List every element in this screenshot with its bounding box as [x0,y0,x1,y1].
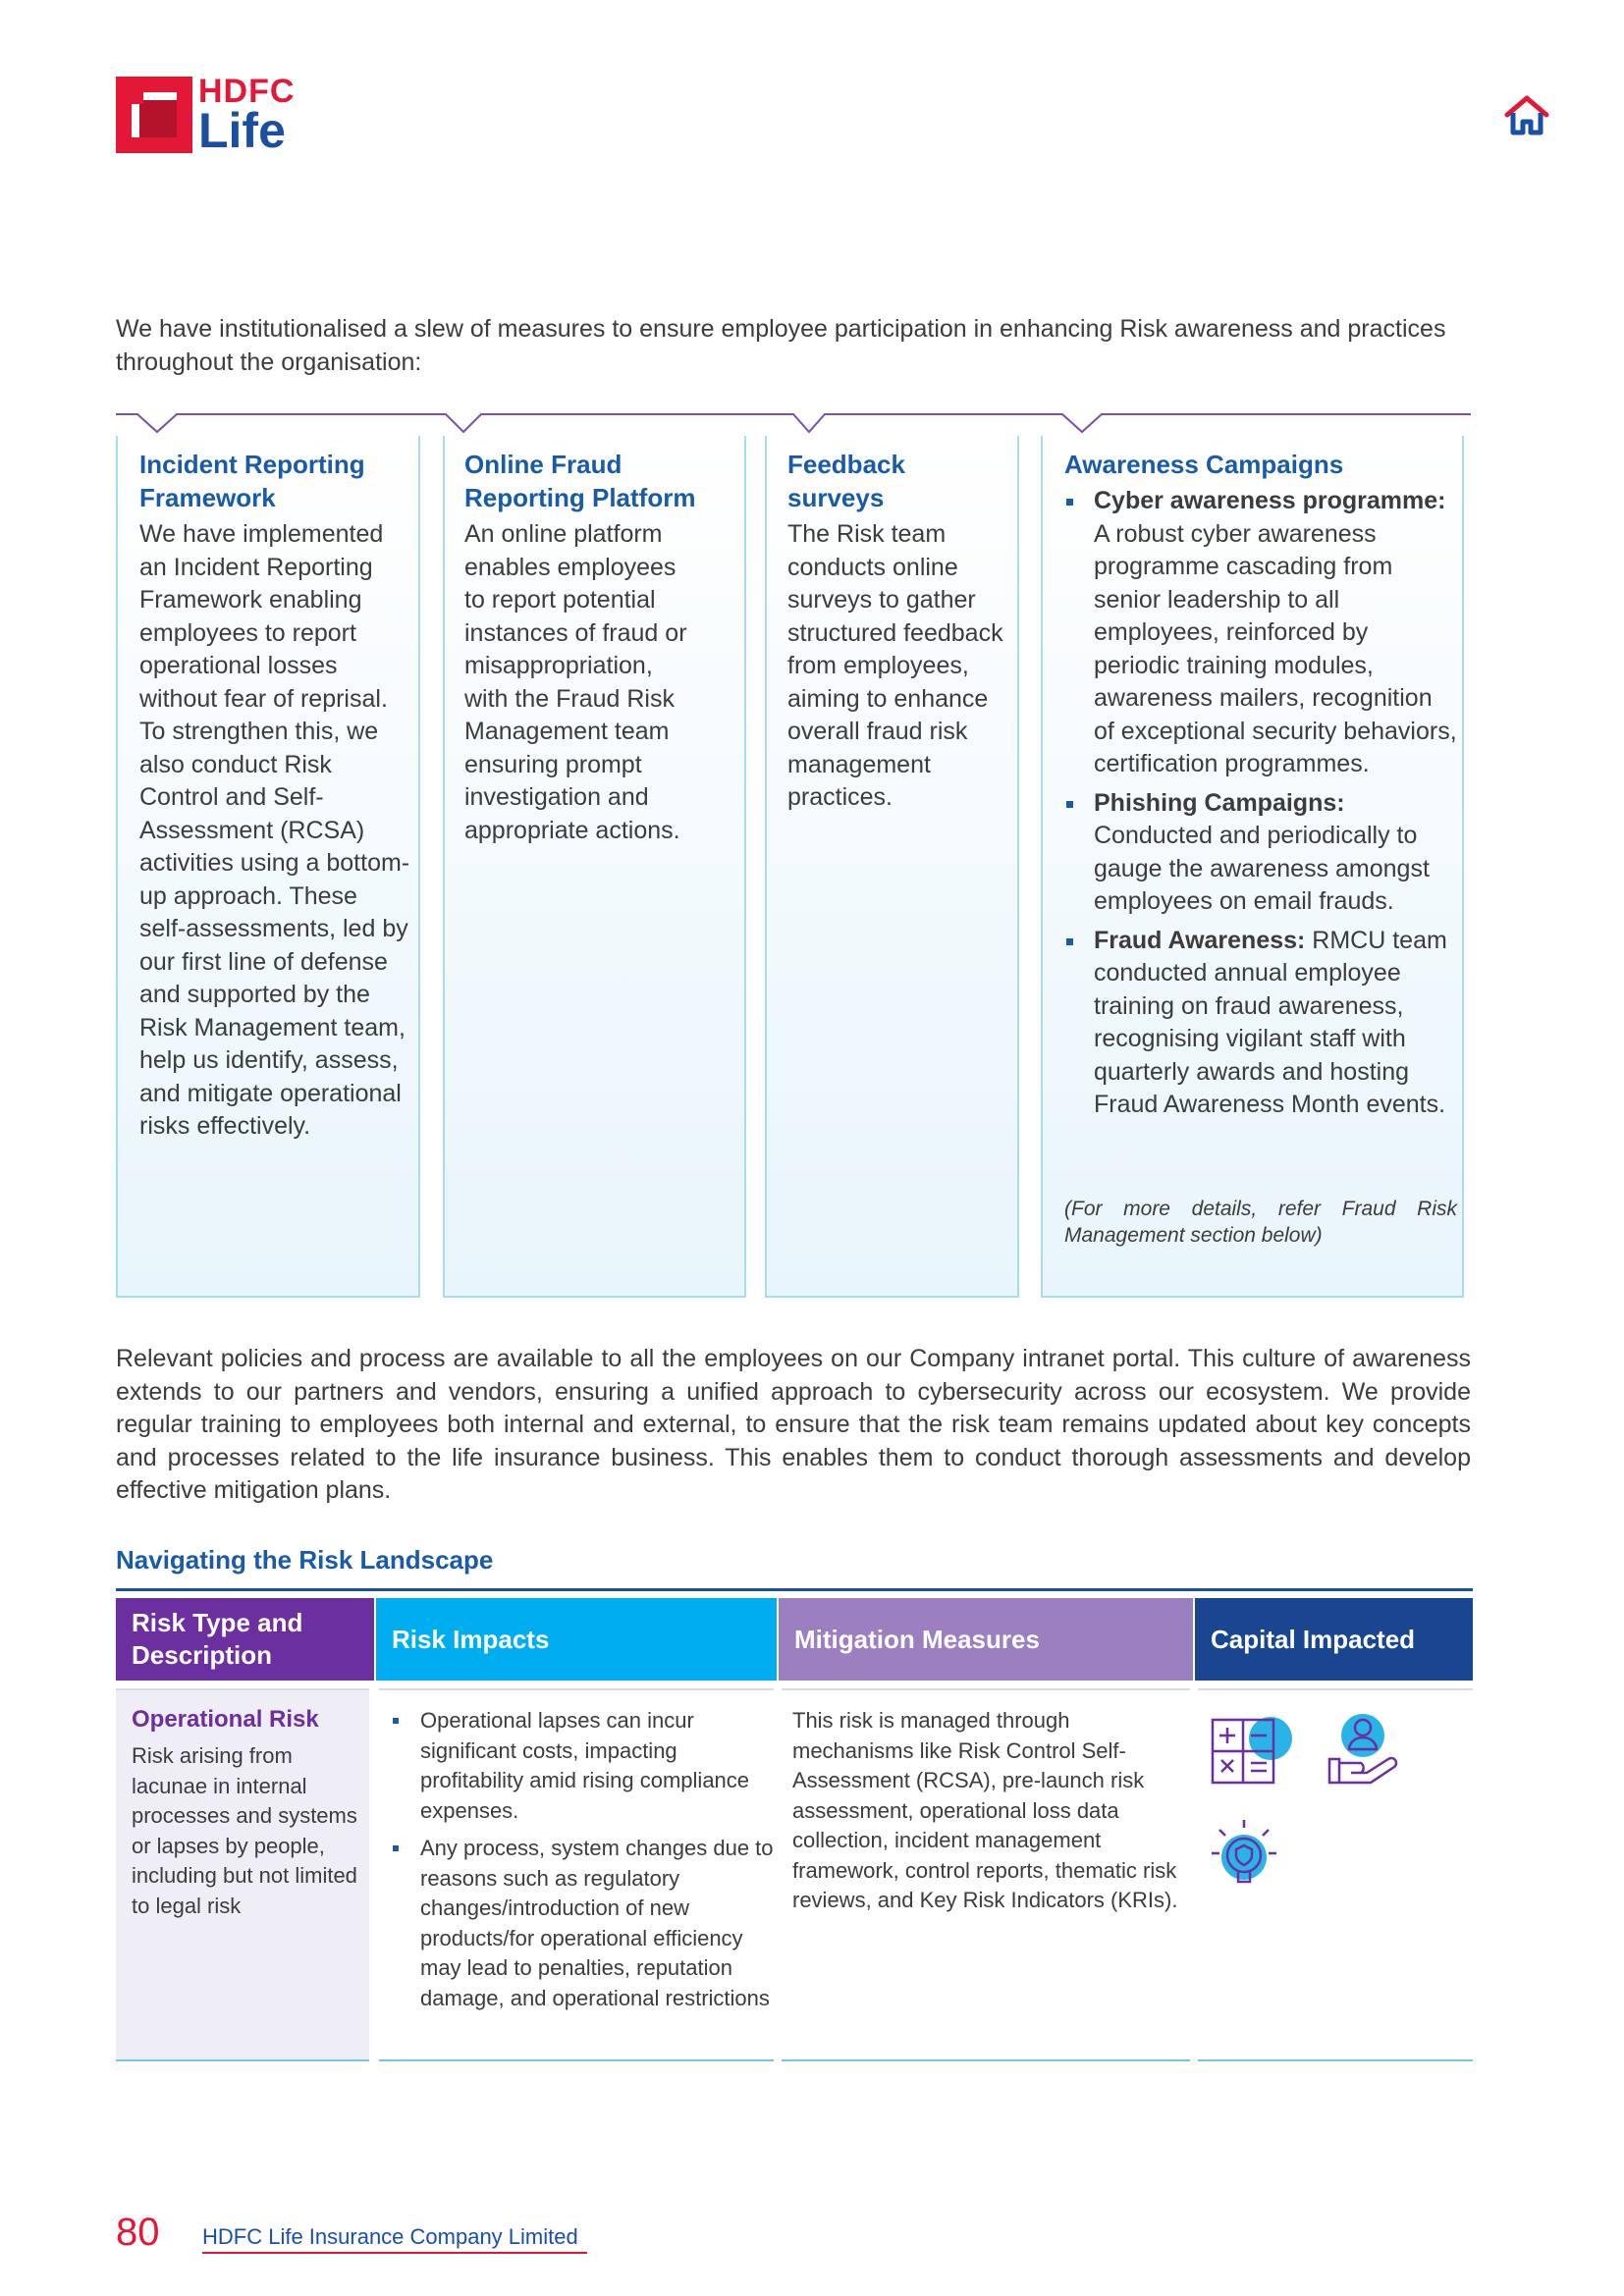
risk-description: Risk arising from lacunae in internal processes and systems or lapses by people, including but not limited to legal risk [132,1743,357,1918]
policies-paragraph: Relevant policies and process are available to all the employees on our Company intranet portal. This culture of awareness extends to our partners and vendors, ensuring a unified approach to cybersecurity across our ecosystem. We provide regular training to employees both internal and external, to ensure that the risk team remains updated about key concepts and processes related to the life insurance business. This enables them to conduct thorough assessments and develop effective mitigation plans. [116,1345,1471,1504]
list-item: Operational lapses can incur significant costs, impacting profitability amid rising compliance expenses. [391,1706,774,1826]
card-title: Awareness Campaigns [1064,450,1344,479]
human-capital-icon [1324,1710,1402,1789]
card-feedback-surveys [765,436,1019,1298]
card-online-fraud-platform [443,436,746,1298]
section-title: Navigating the Risk Landscape [116,1545,494,1575]
logo-mark [116,77,192,153]
risk-name: Operational Risk [132,1706,319,1733]
bullet-text: A robust cyber awareness programme cascading from senior leadership to all employees, reinforced by periodic training modules, awareness mailers, recognition of exceptional security behaviors, certification programmes. [1094,519,1457,777]
bullet-text: Conducted and periodically to gauge the awareness amongst employees on email frauds. [1094,822,1430,915]
intro-paragraph: We have institutionalised a slew of measures to ensure employee participation in enhancing Risk awareness and practices throughout the organisation: [116,315,1446,376]
reference-note: (For more details, refer Fraud Risk Management section below) [1064,1198,1457,1247]
footer-underline [202,2252,587,2254]
section-divider [116,1588,1473,1591]
card-title: Feedback surveys [787,450,905,512]
bullet-heading: Phishing Campaigns: [1094,788,1345,817]
card-body: An online platform enables employees to report potential instances of fraud or misappropriation, with the Fraud Risk Management team ensuring prompt investigation and appropriate actions. [464,520,687,844]
list-item [1064,787,1457,919]
card-title: Online Fraud Reporting Platform [464,450,696,512]
logo-text-life: Life [198,103,286,158]
card-title: Incident Reporting Framework [139,450,365,512]
bullet-text: RMCU team conducted annual employee training on fraud awareness, recognising vigilant staff with quarterly awards and hosting Fraud Awareness Month events. [1094,926,1447,1118]
table-header-risk-type: Risk Type and Description [116,1598,374,1681]
table-header-capital: Capital Impacted [1195,1598,1473,1681]
bullet-heading: Fraud Awareness: [1094,926,1306,954]
card-body: We have implemented an Incident Reporting Framework enabling employees to report operational losses without fear of reprisal. To strengthen this, we also conduct Risk Control and Self-Assessment (RCSA) activities using a bottom- up approach. These self-assessments, led by our first line of defense and supported by the Risk Management team, help us identify, assess, and mitigate operational risks effectively. [139,520,410,1140]
list-item [1064,485,1457,781]
mitigation-text: This risk is managed through mechanisms like Risk Control Self-Assessment (RCSA), pre-launch risk assessment, operational loss data collection, incident management framework, control reports, thematic risk reviews, and Key Risk Indicators (KRIs). [792,1708,1178,1912]
risk-impacts-list [391,1706,774,2021]
financial-capital-icon [1210,1712,1302,1790]
logo-text-hdfc: HDFC [198,73,296,110]
table-header-risk-impacts: Risk Impacts [376,1598,777,1681]
page-number: 80 [116,2211,160,2254]
list-item [1064,925,1457,1122]
card-body: The Risk team conducts online surveys to gather structured feedback from employees, aiming to enhance overall fraud risk management practices. [787,520,1003,811]
card-incident-reporting [116,436,420,1298]
intellectual-capital-icon [1210,1816,1278,1895]
home-icon[interactable] [1504,94,1549,135]
bullet-heading: Cyber awareness programme: [1094,487,1446,514]
list-item: Any process, system changes due to reasons such as regulatory changes/introduction of new products/for operational efficiency may lead to penalties, reputation damage, and operational restrictions [391,1834,774,2013]
table-header-mitigation: Mitigation Measures [779,1598,1193,1681]
awareness-bullet-list [1064,485,1457,1128]
footer-company-name: HDFC Life Insurance Company Limited [202,2224,578,2249]
